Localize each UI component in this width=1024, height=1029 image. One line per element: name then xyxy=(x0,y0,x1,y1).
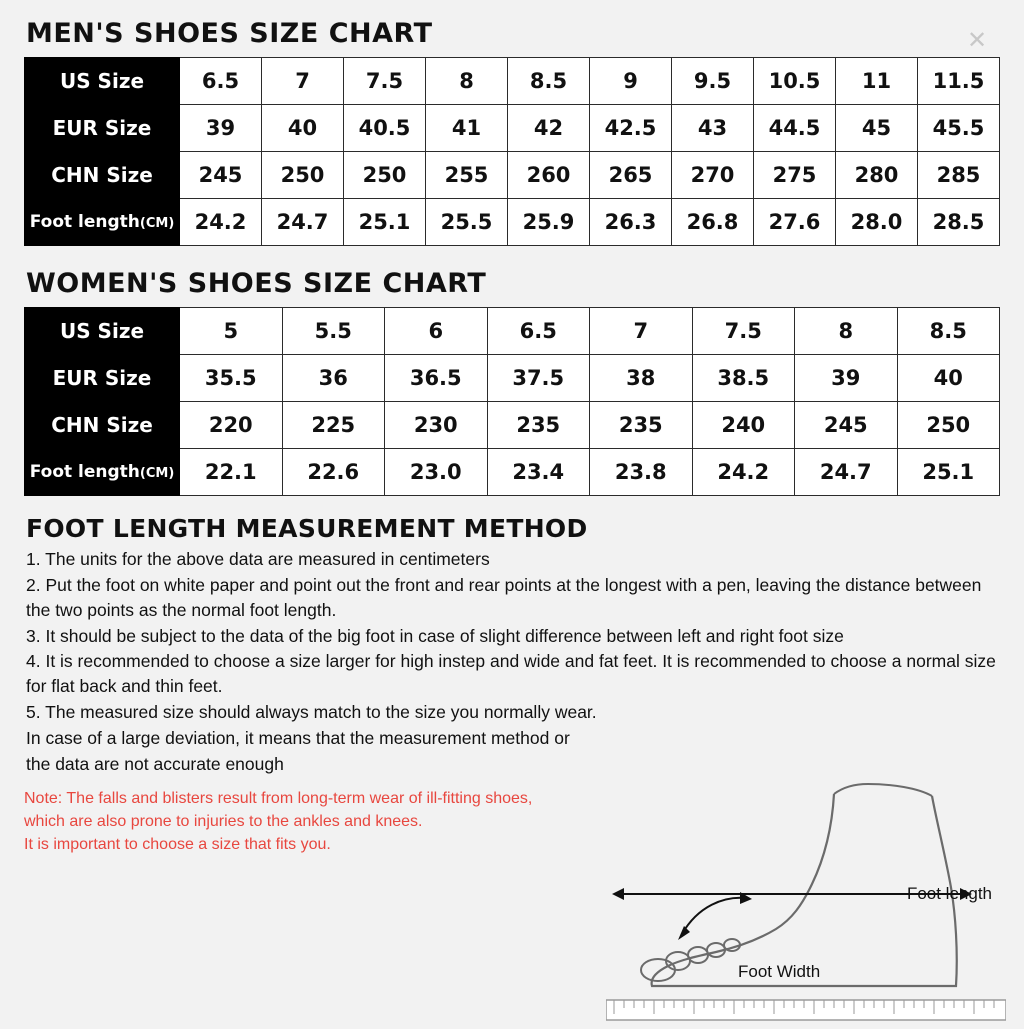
method-list xyxy=(26,547,1000,777)
cell: 38.5 xyxy=(692,355,795,402)
cell: 8 xyxy=(795,308,898,355)
cell: 255 xyxy=(426,152,508,199)
cell: 8.5 xyxy=(897,308,1000,355)
foot-length-label: Foot length xyxy=(906,884,992,903)
method-title: FOOT LENGTH MEASUREMENT METHOD xyxy=(26,514,588,543)
table-row xyxy=(25,58,1000,105)
cell: 38 xyxy=(590,355,693,402)
cell: 39 xyxy=(795,355,898,402)
list-item: 2. Put the foot on white paper and point out the front and rear points at the longest with a pen, leaving the distance between the two points as the normal foot length. xyxy=(26,574,982,620)
cell: 22.6 xyxy=(282,449,385,496)
cell: 9.5 xyxy=(672,58,754,105)
cell: 24.2 xyxy=(180,199,262,246)
close-icon[interactable]: ✕ xyxy=(966,27,988,54)
list-item: 3. It should be subject to the data of the big foot in case of slight difference between left and right foot size xyxy=(26,625,844,646)
cell: 235 xyxy=(487,402,590,449)
cell: 36.5 xyxy=(385,355,488,402)
cell: 37.5 xyxy=(487,355,590,402)
cell: 26.3 xyxy=(590,199,672,246)
cell: 26.8 xyxy=(672,199,754,246)
cell: 9 xyxy=(590,58,672,105)
cell: 28.0 xyxy=(836,199,918,246)
note-line: It is important to choose a size that fits you. xyxy=(24,835,331,853)
foot-width-label: Foot Width xyxy=(738,962,821,981)
row-header-foot-length xyxy=(25,449,180,496)
cell: 7.5 xyxy=(692,308,795,355)
cell: 40 xyxy=(897,355,1000,402)
cell: 42.5 xyxy=(590,105,672,152)
cell: 6.5 xyxy=(487,308,590,355)
row-header-eur-size: EUR Size xyxy=(25,105,180,152)
cell: 22.1 xyxy=(180,449,283,496)
row-header-us-size: US Size xyxy=(25,308,180,355)
cell: 265 xyxy=(590,152,672,199)
cell: 36 xyxy=(282,355,385,402)
row-header-eur-size: EUR Size xyxy=(25,355,180,402)
cell: 8.5 xyxy=(508,58,590,105)
table-row xyxy=(25,308,1000,355)
cell: 260 xyxy=(508,152,590,199)
toe-big xyxy=(641,959,675,981)
cell: 250 xyxy=(262,152,344,199)
ruler xyxy=(606,1000,1006,1020)
womens-size-table xyxy=(24,307,1000,496)
foot-diagram xyxy=(606,774,1006,1024)
cell: 6.5 xyxy=(180,58,262,105)
cell: 28.5 xyxy=(918,199,1000,246)
cell: 280 xyxy=(836,152,918,199)
row-header-chn-size: CHN Size xyxy=(25,152,180,199)
cell: 8 xyxy=(426,58,508,105)
cell: 40 xyxy=(262,105,344,152)
cell: 220 xyxy=(180,402,283,449)
cell: 5.5 xyxy=(282,308,385,355)
cell: 275 xyxy=(754,152,836,199)
cell: 42 xyxy=(508,105,590,152)
table-row xyxy=(25,355,1000,402)
cell: 24.2 xyxy=(692,449,795,496)
cell: 27.6 xyxy=(754,199,836,246)
cell: 41 xyxy=(426,105,508,152)
foot-width-arrow xyxy=(678,892,752,940)
cell: 44.5 xyxy=(754,105,836,152)
cell: 45.5 xyxy=(918,105,1000,152)
row-header-foot-length-unit: (CM) xyxy=(139,216,175,231)
list-item: In case of a large deviation, it means that the measurement method or xyxy=(26,727,570,748)
cell: 35.5 xyxy=(180,355,283,402)
cell: 5 xyxy=(180,308,283,355)
cell: 225 xyxy=(282,402,385,449)
cell: 11.5 xyxy=(918,58,1000,105)
cell: 25.5 xyxy=(426,199,508,246)
row-header-chn-size: CHN Size xyxy=(25,402,180,449)
cell: 23.8 xyxy=(590,449,693,496)
cell: 25.1 xyxy=(344,199,426,246)
cell: 6 xyxy=(385,308,488,355)
cell: 11 xyxy=(836,58,918,105)
mens-size-table xyxy=(24,57,1000,246)
cell: 250 xyxy=(897,402,1000,449)
cell: 270 xyxy=(672,152,754,199)
cell: 23.0 xyxy=(385,449,488,496)
cell: 245 xyxy=(795,402,898,449)
toe-5 xyxy=(724,939,740,951)
table-row xyxy=(25,152,1000,199)
cell: 10.5 xyxy=(754,58,836,105)
list-item: 1. The units for the above data are measured in centimeters xyxy=(26,549,490,569)
row-header-foot-length-text: Foot length xyxy=(29,212,140,232)
cell: 250 xyxy=(344,152,426,199)
page-title-mens: MEN'S SHOES SIZE CHART xyxy=(26,18,433,49)
table-row xyxy=(25,449,1000,496)
table-row xyxy=(25,105,1000,152)
cell: 7 xyxy=(262,58,344,105)
cell: 7.5 xyxy=(344,58,426,105)
cell: 240 xyxy=(692,402,795,449)
row-header-foot-length-unit: (CM) xyxy=(139,466,175,481)
list-item: the data are not accurate enough xyxy=(26,753,284,774)
cell: 7 xyxy=(590,308,693,355)
cell: 25.1 xyxy=(897,449,1000,496)
row-header-foot-length-text: Foot length xyxy=(29,462,140,482)
cell: 24.7 xyxy=(795,449,898,496)
list-item: 5. The measured size should always match to the size you normally wear. xyxy=(26,702,597,723)
row-header-foot-length xyxy=(25,199,180,246)
cell: 43 xyxy=(672,105,754,152)
ankle-top xyxy=(834,784,932,796)
list-item: 4. It is recommended to choose a size larger for high instep and wide and fat feet. It is recommended to choose a normal size for flat back and thin feet. xyxy=(26,651,996,697)
cell: 230 xyxy=(385,402,488,449)
cell: 285 xyxy=(918,152,1000,199)
warning-note xyxy=(24,787,664,857)
cell: 40.5 xyxy=(344,105,426,152)
table-row xyxy=(25,199,1000,246)
cell: 245 xyxy=(180,152,262,199)
row-header-us-size: US Size xyxy=(25,58,180,105)
page-title-womens: WOMEN'S SHOES SIZE CHART xyxy=(26,268,487,299)
cell: 235 xyxy=(590,402,693,449)
note-line: Note: The falls and blisters result from long-term wear of ill-fitting shoes, xyxy=(24,789,533,807)
table-row xyxy=(25,402,1000,449)
cell: 25.9 xyxy=(508,199,590,246)
cell: 24.7 xyxy=(262,199,344,246)
cell: 23.4 xyxy=(487,449,590,496)
note-line: which are also prone to injuries to the ankles and knees. xyxy=(24,812,423,830)
cell: 45 xyxy=(836,105,918,152)
cell: 39 xyxy=(180,105,262,152)
